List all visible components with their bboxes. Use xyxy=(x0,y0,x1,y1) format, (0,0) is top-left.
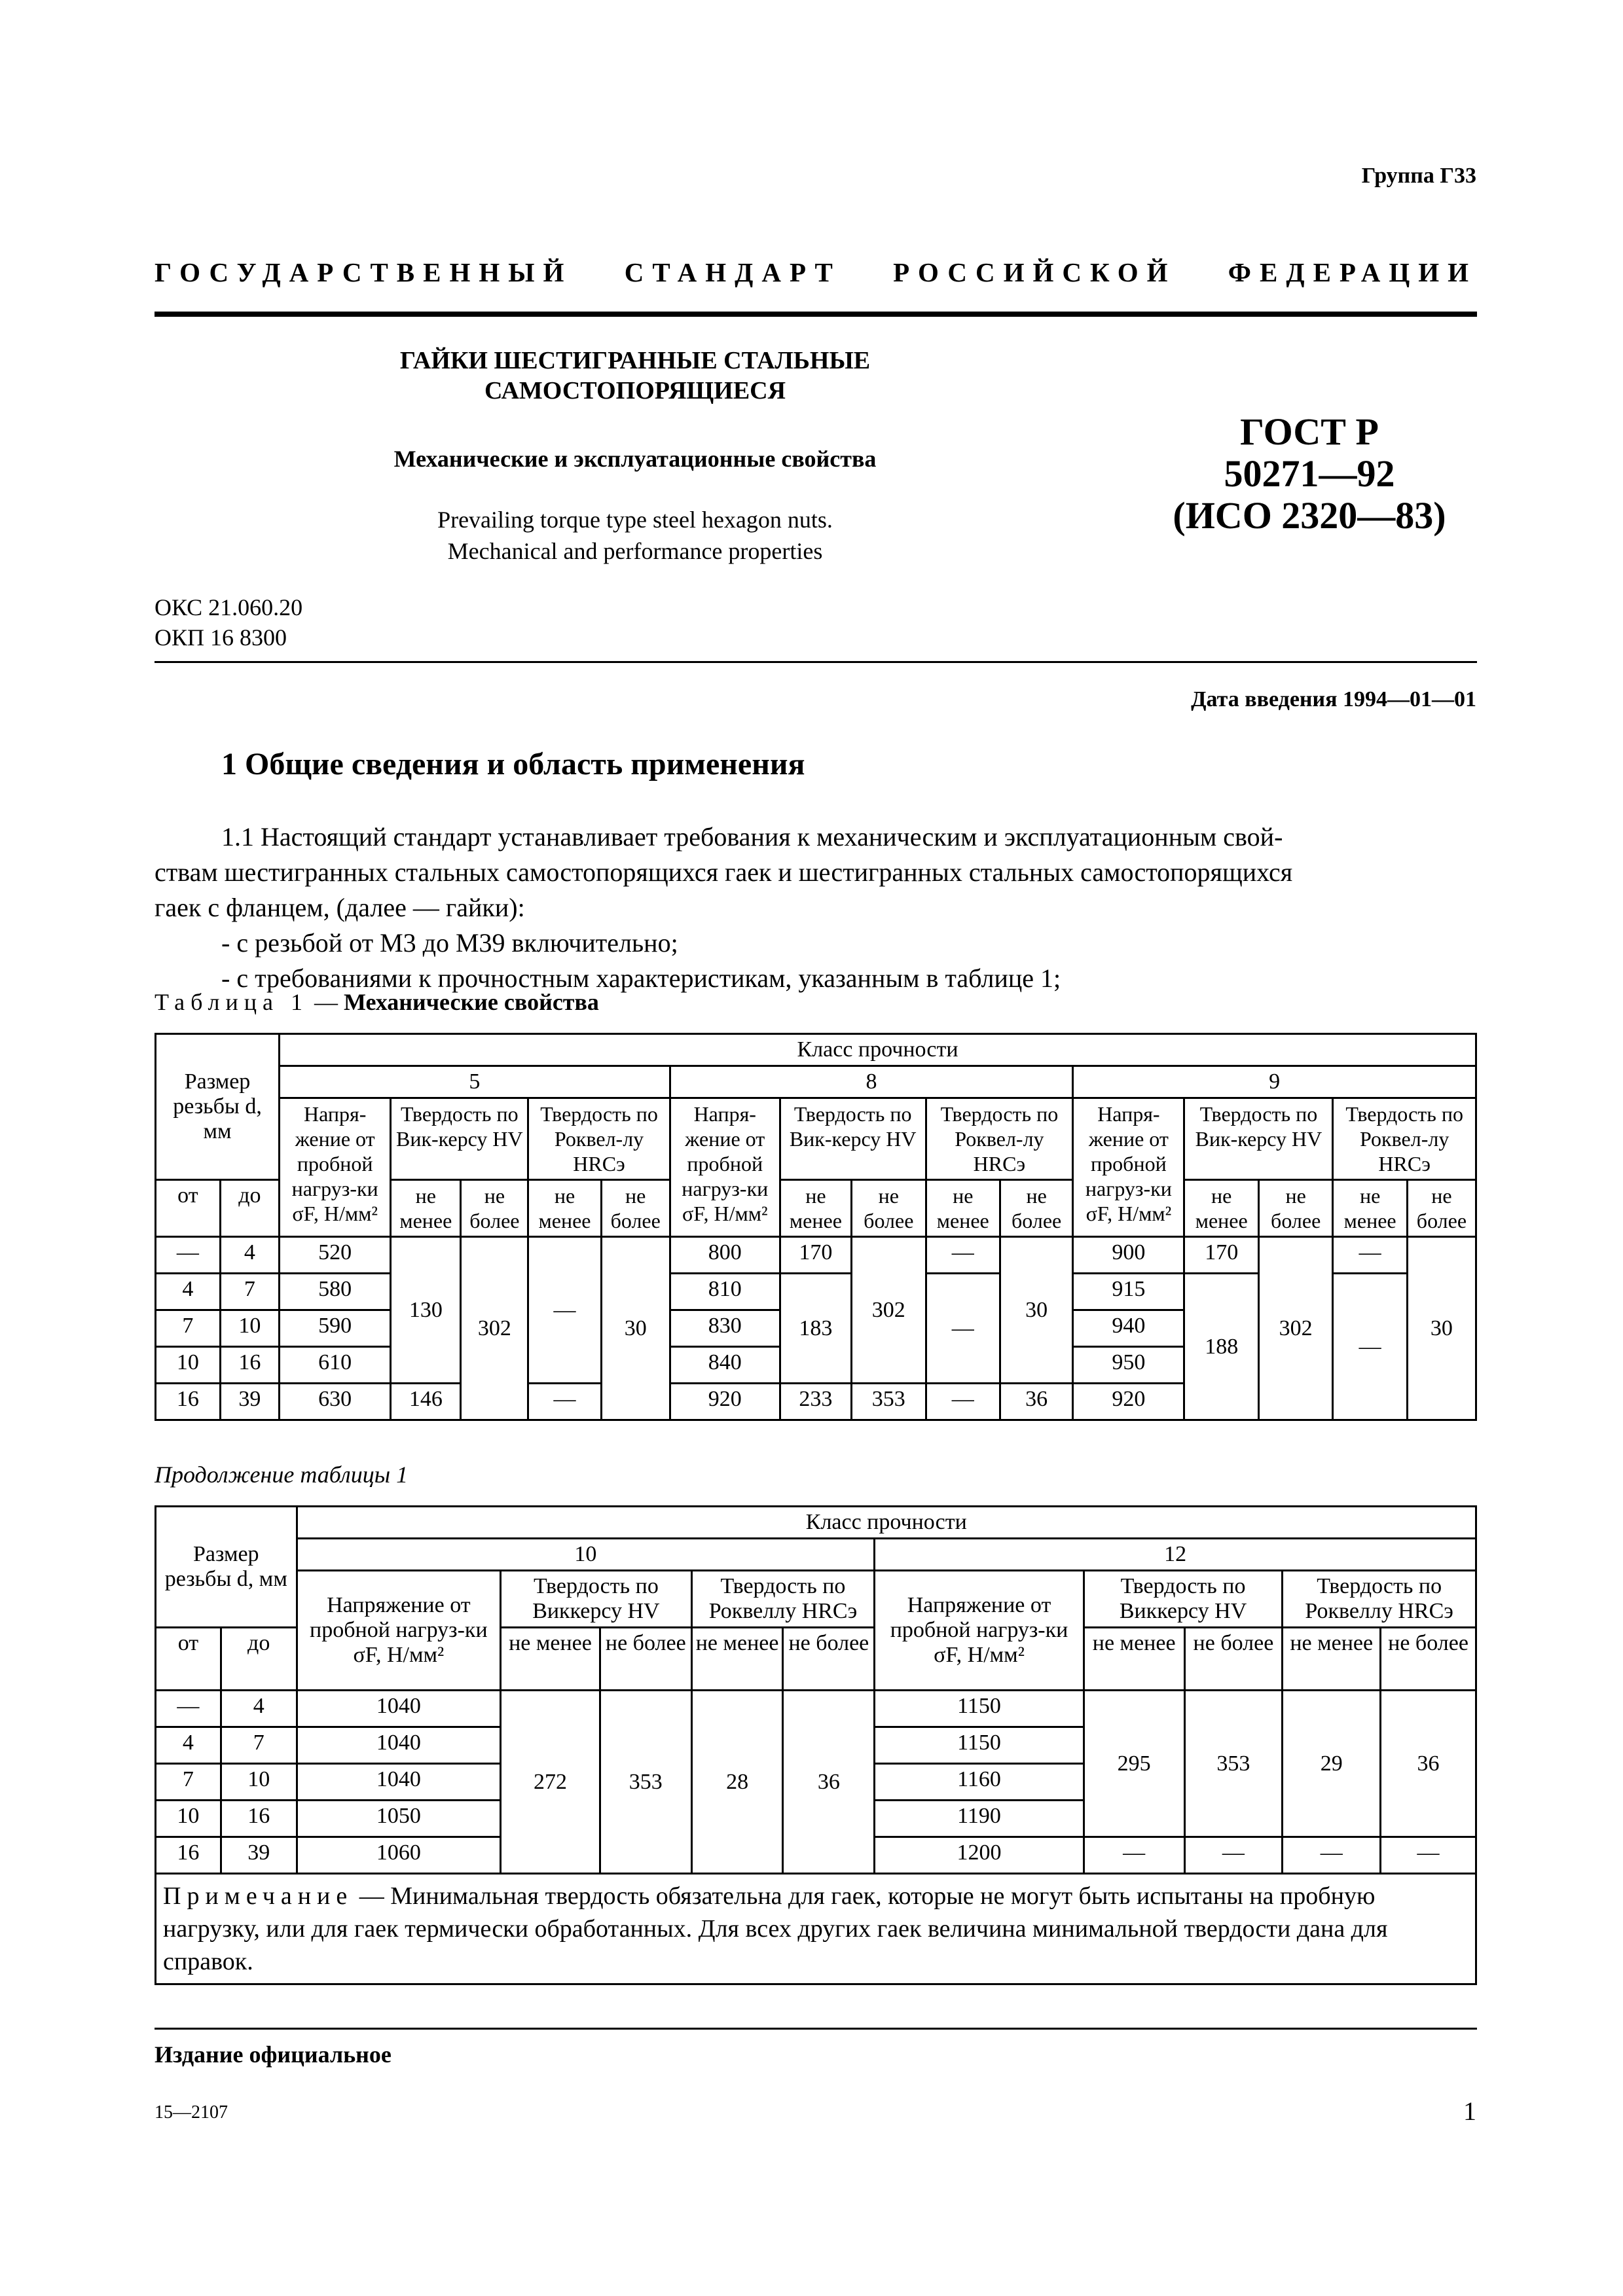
t2-cell: 1200 xyxy=(875,1837,1084,1874)
t1-max: не более xyxy=(1407,1180,1476,1237)
t2-cell: 1150 xyxy=(875,1727,1084,1764)
print-code: 15—2107 xyxy=(155,2102,228,2123)
t1-cell: 130 xyxy=(391,1237,461,1384)
scope-paragraph xyxy=(155,819,1477,996)
t1-cell: — xyxy=(528,1237,601,1384)
t1-cell: 10 xyxy=(156,1347,221,1384)
group-label: Группа Г33 xyxy=(1361,164,1476,188)
t2-max: не более xyxy=(600,1628,691,1691)
t1-cell: 30 xyxy=(601,1237,670,1420)
t1-cell: 302 xyxy=(461,1237,528,1420)
t1-max: не более xyxy=(461,1180,528,1237)
t1-min: не менее xyxy=(926,1180,1000,1237)
t1-cell: 353 xyxy=(852,1384,926,1420)
table1 xyxy=(155,1033,1477,1421)
t2-cell: 4 xyxy=(221,1691,297,1727)
t2-cell: — xyxy=(1381,1837,1476,1874)
english-title-line-2: Mechanical and performance properties xyxy=(447,538,823,564)
t1-cell: 146 xyxy=(391,1384,461,1420)
t1-cell: 830 xyxy=(670,1310,780,1347)
t1-rockwell-8: Твердость по Роквел-лу HRCэ xyxy=(926,1098,1073,1180)
t1-cell: 840 xyxy=(670,1347,780,1384)
t1-cell: 233 xyxy=(780,1384,851,1420)
t2-from-header: от xyxy=(156,1628,221,1691)
classification-codes xyxy=(155,592,302,653)
t2-cell: 16 xyxy=(156,1837,221,1874)
t1-cell: 580 xyxy=(280,1274,391,1310)
t1-cell: — xyxy=(926,1274,1000,1384)
english-title-line-1: Prevailing torque type steel hexagon nuts. xyxy=(437,507,833,533)
t2-class-10: 10 xyxy=(297,1539,875,1571)
t2-min: не менее xyxy=(691,1628,783,1691)
t1-cell: 30 xyxy=(1407,1237,1476,1420)
t1-min: не менее xyxy=(391,1180,461,1237)
t2-class-12: 12 xyxy=(875,1539,1476,1571)
t2-min: не менее xyxy=(1283,1628,1381,1691)
t2-vickers-12: Твердость по Виккерсу HV xyxy=(1084,1571,1283,1628)
t1-cell: 900 xyxy=(1073,1237,1184,1274)
page-number: 1 xyxy=(1463,2096,1476,2126)
t2-rockwell-10: Твердость по Роквеллу HRCэ xyxy=(691,1571,875,1628)
t2-cell: 4 xyxy=(156,1727,221,1764)
document-subtitle: Механические и эксплуатационные свойства xyxy=(393,446,877,472)
t2-min: не менее xyxy=(1084,1628,1184,1691)
t2-cell: 36 xyxy=(1381,1691,1476,1837)
table1-continuation xyxy=(155,1505,1477,1985)
footer-rule xyxy=(155,2028,1477,2030)
t1-cell: 950 xyxy=(1073,1347,1184,1384)
t2-size-header: Размер резьбы d, мм xyxy=(156,1507,297,1628)
t1-max: не более xyxy=(601,1180,670,1237)
t2-cell: — xyxy=(1084,1837,1184,1874)
gost-line-3: (ИСО 2320—83) xyxy=(1173,494,1446,537)
t1-vickers-5: Твердость по Вик-керсу HV xyxy=(391,1098,528,1180)
paragraph-item-2: - с требованиями к прочностным характеристикам, указанным в таблице 1; xyxy=(221,963,1061,993)
t1-rockwell-9: Твердость по Роквел-лу HRCэ xyxy=(1333,1098,1476,1180)
t2-stress-10: Напряжение от пробной нагруз-ки σF, Н/мм² xyxy=(297,1571,501,1691)
t1-cell: 302 xyxy=(852,1237,926,1384)
t2-class-header: Класс прочности xyxy=(297,1507,1476,1539)
t1-cell: 4 xyxy=(156,1274,221,1310)
note-label: Примечание xyxy=(163,1882,354,1910)
t1-class-header: Класс прочности xyxy=(280,1034,1476,1066)
t1-rockwell-5: Твердость по Роквел-лу HRCэ xyxy=(528,1098,670,1180)
t1-size-header: Размер резьбы d, мм xyxy=(156,1034,280,1180)
okp-code: ОКП 16 8300 xyxy=(155,624,287,651)
t1-from-header: от xyxy=(156,1180,221,1237)
t1-cell: 920 xyxy=(1073,1384,1184,1420)
t1-cell: 30 xyxy=(1000,1237,1072,1384)
t1-min: не менее xyxy=(1333,1180,1407,1237)
t2-max: не более xyxy=(783,1628,875,1691)
t1-cell: 610 xyxy=(280,1347,391,1384)
t1-min: не менее xyxy=(1184,1180,1258,1237)
t1-cell: 16 xyxy=(156,1384,221,1420)
t2-cell: 36 xyxy=(783,1691,875,1874)
t2-cell: 16 xyxy=(221,1801,297,1837)
t1-min: не менее xyxy=(528,1180,601,1237)
t2-cell: 7 xyxy=(221,1727,297,1764)
t2-cell: — xyxy=(1184,1837,1283,1874)
t2-cell: 295 xyxy=(1084,1691,1184,1837)
t2-cell: 272 xyxy=(501,1691,600,1874)
table1-continuation-label: Продолжение таблицы 1 xyxy=(155,1462,409,1488)
t1-cell: 915 xyxy=(1073,1274,1184,1310)
t1-cell: 170 xyxy=(1184,1237,1258,1274)
t1-cell: — xyxy=(926,1237,1000,1274)
t1-cell: 7 xyxy=(156,1310,221,1347)
t1-cell: 39 xyxy=(220,1384,279,1420)
t1-cell: 800 xyxy=(670,1237,780,1274)
state-standard-heading: ГОСУДАРСТВЕННЫЙ СТАНДАРТ РОССИЙСКОЙ ФЕДЕРАЦИИ xyxy=(155,257,1477,287)
t1-cell: — xyxy=(1333,1274,1407,1420)
section-heading: 1 Общие сведения и область применения xyxy=(221,747,805,781)
t2-cell: 1060 xyxy=(297,1837,501,1874)
t1-cell: 4 xyxy=(220,1237,279,1274)
t1-cell: 920 xyxy=(670,1384,780,1420)
t1-max: не более xyxy=(1000,1180,1072,1237)
t1-cell: 7 xyxy=(220,1274,279,1310)
table1-caption-title: Механические свойства xyxy=(343,989,599,1015)
t1-cell: 520 xyxy=(280,1237,391,1274)
t1-max: не более xyxy=(1258,1180,1332,1237)
t2-cell: 353 xyxy=(1184,1691,1283,1837)
paragraph-line-2: ствам шестигранных стальных самостопорящихся гаек и шестигранных стальных самостопорящихся xyxy=(155,857,1293,887)
t1-cell: 940 xyxy=(1073,1310,1184,1347)
t2-cell: 353 xyxy=(600,1691,691,1874)
t2-max: не более xyxy=(1184,1628,1283,1691)
document-title xyxy=(308,346,962,406)
note-text: — Минимальная твердость обязательна для гаек, которые не могут быть испытаны на пробную нагрузку, или для гаек термически обработанных. Для всех других гаек величина минимальной твердости дана для справок. xyxy=(163,1882,1388,1975)
t2-cell: 1160 xyxy=(875,1764,1084,1801)
t1-cell: — xyxy=(926,1384,1000,1420)
t1-stress-8: Напря-жение от пробной нагруз-ки σF, Н/мм² xyxy=(670,1098,780,1237)
t2-cell: 7 xyxy=(156,1764,221,1801)
t1-min: не менее xyxy=(780,1180,851,1237)
t2-cell: 1040 xyxy=(297,1727,501,1764)
title-line-1: ГАЙКИ ШЕСТИГРАННЫЕ СТАЛЬНЫЕ xyxy=(399,347,871,374)
english-title xyxy=(308,504,962,567)
t2-cell: 10 xyxy=(221,1764,297,1801)
official-edition: Издание официальное xyxy=(155,2041,392,2068)
t1-cell: 590 xyxy=(280,1310,391,1347)
t2-min: не менее xyxy=(501,1628,600,1691)
t2-cell: 1040 xyxy=(297,1691,501,1727)
gost-line-1: ГОСТ Р xyxy=(1240,410,1379,453)
paragraph-item-1: - с резьбой от М3 до М39 включительно; xyxy=(221,928,678,958)
t2-cell: 29 xyxy=(1283,1691,1381,1837)
t1-vickers-9: Твердость по Вик-керсу HV xyxy=(1184,1098,1333,1180)
introduction-date: Дата введения 1994—01—01 xyxy=(1191,687,1476,711)
t1-cell: — xyxy=(528,1384,601,1420)
t2-cell: 1050 xyxy=(297,1801,501,1837)
t2-to-header: до xyxy=(221,1628,297,1691)
oks-code: ОКС 21.060.20 xyxy=(155,594,303,620)
table1-caption-label: Таблица 1 xyxy=(155,989,308,1015)
table1-caption-dash: — xyxy=(308,989,344,1015)
t2-rockwell-12: Твердость по Роквеллу HRCэ xyxy=(1283,1571,1476,1628)
title-line-2: САМОСТОПОРЯЩИЕСЯ xyxy=(484,377,786,404)
t2-cell: 1190 xyxy=(875,1801,1084,1837)
t2-cell: 39 xyxy=(221,1837,297,1874)
t1-cell: 10 xyxy=(220,1310,279,1347)
t2-cell: 10 xyxy=(156,1801,221,1837)
gost-line-2: 50271—92 xyxy=(1224,452,1395,495)
t1-cell: 170 xyxy=(780,1237,851,1274)
paragraph-line-3: гаек с фланцем, (далее — гайки): xyxy=(155,893,525,922)
t1-cell: — xyxy=(156,1237,221,1274)
t1-cell: 36 xyxy=(1000,1384,1072,1420)
t1-class-9: 9 xyxy=(1073,1066,1476,1098)
t1-stress-9: Напря-жение от пробной нагруз-ки σF, Н/мм² xyxy=(1073,1098,1184,1237)
t1-cell: 16 xyxy=(220,1347,279,1384)
t1-to-header: до xyxy=(220,1180,279,1237)
gost-designation xyxy=(1152,411,1467,537)
t1-cell: 188 xyxy=(1184,1274,1258,1420)
t1-cell: 302 xyxy=(1258,1237,1332,1420)
table-note xyxy=(156,1874,1476,1984)
t2-stress-12: Напряжение от пробной нагруз-ки σF, Н/мм² xyxy=(875,1571,1084,1691)
t1-stress-5: Напря-жение от пробной нагруз-ки σF, Н/мм² xyxy=(280,1098,391,1237)
t2-cell: 28 xyxy=(691,1691,783,1874)
t1-cell: 183 xyxy=(780,1274,851,1384)
header-rule xyxy=(155,312,1477,317)
t2-vickers-10: Твердость по Виккерсу HV xyxy=(501,1571,692,1628)
t1-max: не более xyxy=(852,1180,926,1237)
table1-caption xyxy=(155,988,599,1016)
t1-class-5: 5 xyxy=(280,1066,670,1098)
paragraph-line-1: 1.1 Настоящий стандарт устанавливает требования к механическим и эксплуатационным свой- xyxy=(221,822,1283,852)
t1-vickers-8: Твердость по Вик-керсу HV xyxy=(780,1098,926,1180)
t2-cell: — xyxy=(156,1691,221,1727)
t1-cell: 630 xyxy=(280,1384,391,1420)
t1-class-8: 8 xyxy=(670,1066,1073,1098)
codes-rule xyxy=(155,661,1477,663)
t2-max: не более xyxy=(1381,1628,1476,1691)
t1-cell: — xyxy=(1333,1237,1407,1274)
t2-cell: 1040 xyxy=(297,1764,501,1801)
t2-cell: 1150 xyxy=(875,1691,1084,1727)
t2-cell: — xyxy=(1283,1837,1381,1874)
t1-cell: 810 xyxy=(670,1274,780,1310)
